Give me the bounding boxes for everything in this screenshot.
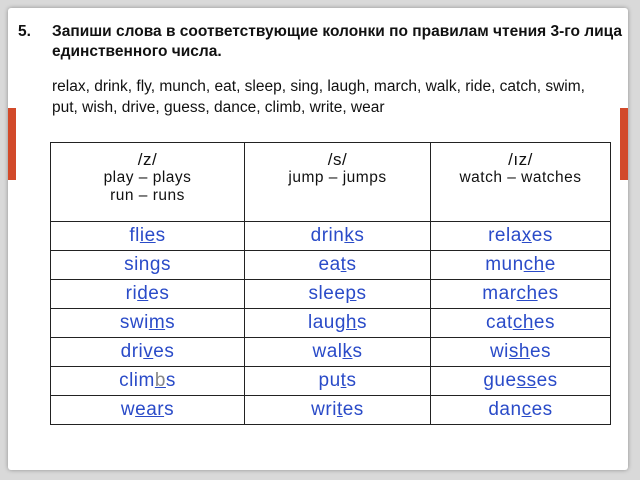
word-ending-highlight: b (154, 370, 166, 391)
answer-cell (245, 338, 431, 367)
word-part: s (356, 283, 367, 304)
answer-cell (245, 280, 431, 309)
table-row (51, 396, 611, 425)
answer-cell (51, 222, 245, 251)
word-part: gue (483, 370, 517, 391)
word-part: s (165, 370, 176, 391)
word-part: fl (129, 225, 140, 246)
word-ending-highlight: ch (516, 283, 538, 304)
table-row (51, 367, 611, 396)
left-accent-bar (8, 108, 16, 180)
word-part: s (160, 254, 171, 275)
word-part: s (346, 254, 357, 275)
header-s (245, 143, 431, 222)
header-example: watch – watches (459, 169, 582, 186)
word-part: wri (311, 399, 337, 420)
word-part: swi (119, 312, 149, 333)
answer-cell (431, 396, 611, 425)
word-part: es (537, 283, 559, 304)
word-part: mun (485, 254, 524, 275)
word-part: lau (308, 312, 335, 333)
word-part: dan (488, 399, 522, 420)
word-part: s (155, 225, 166, 246)
answer-cell (51, 280, 245, 309)
header-iz (431, 143, 611, 222)
header-z (51, 143, 245, 222)
word-list: relax, drink, fly, munch, eat, sleep, sing, laugh, march, walk, ride, catch, swim, put, wish, drive, guess, dance, climb, write, wear (52, 78, 585, 116)
header-row (51, 143, 611, 222)
word-part: es (531, 399, 553, 420)
word-ending-highlight: v (143, 341, 154, 362)
header-symbol: /s/ (327, 150, 348, 169)
answer-cell (431, 309, 611, 338)
word-ending-highlight: m (148, 312, 166, 333)
header-symbol: /ız/ (508, 150, 533, 169)
table-row (51, 222, 611, 251)
word-part: ri (125, 283, 138, 304)
word-part: s (165, 312, 176, 333)
answer-cell (245, 367, 431, 396)
answer-cell (51, 309, 245, 338)
answer-cell (245, 396, 431, 425)
word-part: es (531, 225, 553, 246)
word-part: es (533, 312, 555, 333)
word-ending-highlight: t (340, 370, 347, 391)
word-ending-highlight: d (137, 283, 149, 304)
answer-cell (431, 251, 611, 280)
word-part: s (346, 370, 357, 391)
answer-cell (245, 222, 431, 251)
word-ending-highlight: ch (523, 254, 545, 275)
table-row (51, 251, 611, 280)
answer-cell (431, 222, 611, 251)
header-example: play – plays (103, 169, 192, 186)
word-part: mar (482, 283, 517, 304)
word-ending-highlight: sh (508, 341, 530, 362)
word-part: e (544, 254, 556, 275)
word-part: clim (119, 370, 155, 391)
word-part: sin (124, 254, 150, 275)
word-ending-highlight: t (336, 399, 343, 420)
task-title: Запиши слова в соответствующие колонки по правилам чтения 3-го лица единственного числа. (52, 23, 622, 60)
word-part: s (164, 399, 175, 420)
answer-cell (431, 367, 611, 396)
word-part: s (357, 312, 367, 333)
answer-table (50, 142, 611, 425)
answer-cell (51, 251, 245, 280)
word-part: es (342, 399, 364, 420)
answer-cell (51, 396, 245, 425)
word-ending-highlight: c (521, 399, 532, 420)
answer-rows (51, 222, 611, 425)
word-ending-highlight: gh (334, 312, 357, 333)
word-ending-highlight: p (345, 283, 357, 304)
word-part: slee (308, 283, 346, 304)
word-part: pu (318, 370, 341, 391)
word-part: drin (310, 225, 345, 246)
word-part: s (354, 225, 365, 246)
word-ending-highlight: k (344, 225, 355, 246)
word-part: wi (489, 341, 509, 362)
word-part: es (153, 341, 175, 362)
word-part: ea (318, 254, 341, 275)
word-part: dri (120, 341, 144, 362)
word-part: es (529, 341, 552, 362)
right-accent-bar (620, 108, 628, 180)
task-number: 5. (18, 23, 31, 40)
slide (8, 8, 628, 470)
answer-cell (431, 280, 611, 309)
word-ending-highlight: t (340, 254, 347, 275)
word-part: rela (488, 225, 522, 246)
word-part: es (536, 370, 558, 391)
word-part: s (352, 341, 363, 362)
answer-cell (51, 367, 245, 396)
word-ending-highlight: ch (512, 312, 534, 333)
word-ending-highlight: g (149, 254, 161, 275)
answer-cell (245, 309, 431, 338)
table-row (51, 338, 611, 367)
word-ending-highlight: ear (135, 399, 165, 420)
word-ending-highlight: k (342, 341, 353, 362)
header-example: jump – jumps (288, 169, 387, 186)
table-row (51, 280, 611, 309)
word-ending-highlight: ie (139, 225, 156, 246)
answer-cell (51, 338, 245, 367)
answer-cell (431, 338, 611, 367)
word-part: w (120, 399, 136, 420)
word-ending-highlight: x (521, 225, 532, 246)
header-example: run – runs (110, 187, 185, 204)
answer-cell (245, 251, 431, 280)
word-part: es (148, 283, 170, 304)
word-ending-highlight: ss (516, 370, 537, 391)
header-symbol: /z/ (137, 150, 158, 169)
word-part: cat (485, 312, 513, 333)
table-row (51, 309, 611, 338)
word-part: wal (312, 341, 343, 362)
